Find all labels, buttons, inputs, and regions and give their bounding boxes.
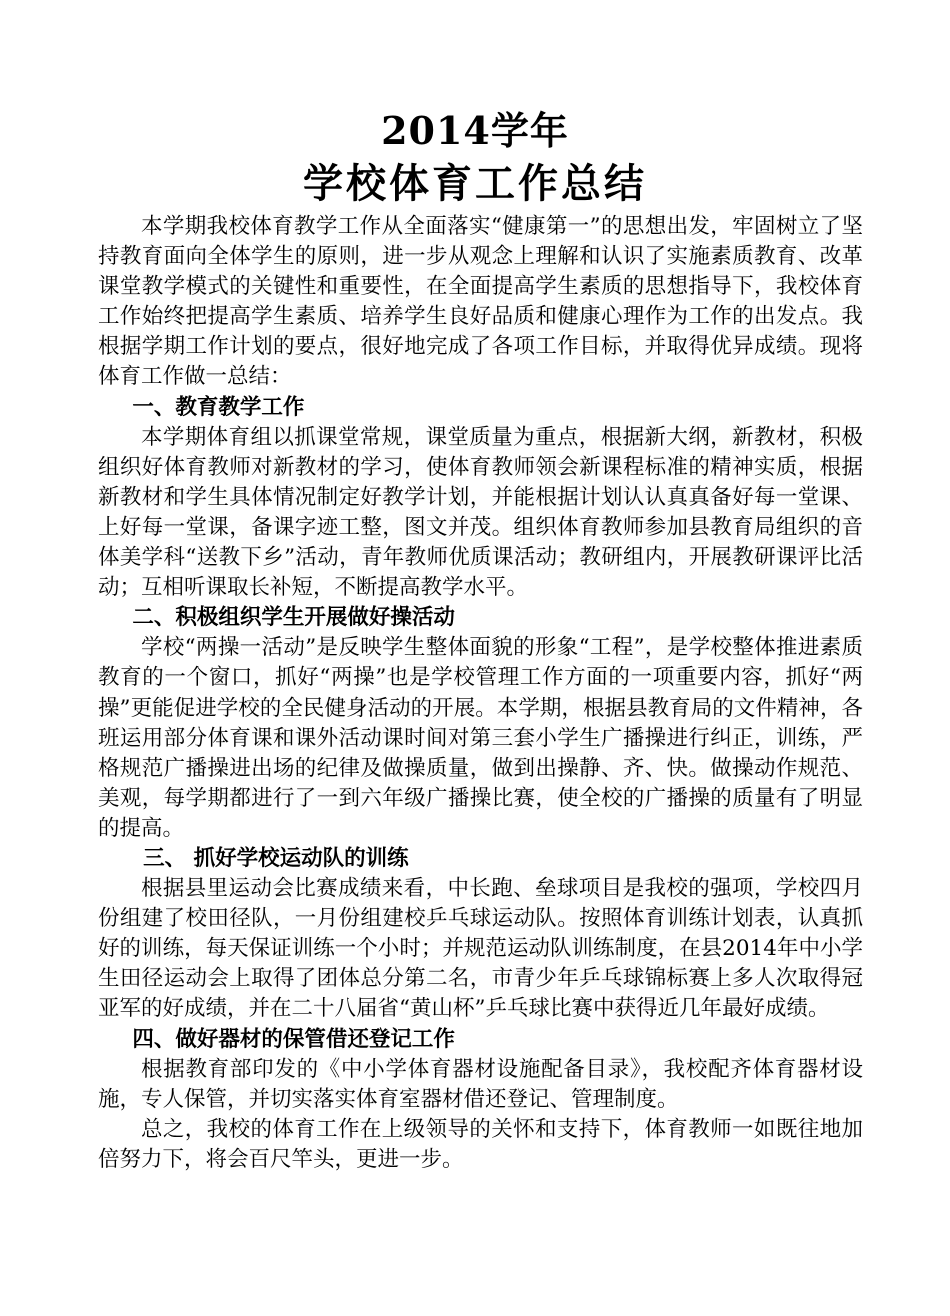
section-heading-sports-team: 三、 抓好学校运动队的训练 [143, 845, 409, 871]
document-body [98, 212, 863, 1175]
section-heading-exercises: 二、积极组织学生开展做好操活动 [132, 605, 455, 631]
document-title-year: 2014学年 [381, 108, 569, 153]
intro-paragraph: 本学期我校体育教学工作从全面落实“健康第一”的思想出发，牢固树立了坚持教育面向全体学生的原则，进一步从观念上理解和认识了实施素质教育、改革课堂教学模式的关键性和重要性，在全面提高学生素质的思想指导下，我校体育工作始终把提高学生素质、培养学生良好品质和健康心理作为工作的出发点。我根据学期工作计划的要点，很好地完成了各项工作目标，并取得优异成绩。现将体育工作做一总结： [98, 214, 863, 390]
section-text-exercises: 学校“两操一活动”是反映学生整体面貌的形象“工程”，是学校整体推进素质教育的一个窗口，抓好“两操”也是学校管理工作方面的一项重要内容，抓好“两操”更能促进学校的全民健身活动的开展。本学期，根据县教育局的文件精神，各班运用部分体育课和课外活动课时间对第三套小学生广播操进行纠正，训练，严格规范广播操进出场的纪律及做操质量，做到出操静、齐、快。做操动作规范、美观，每学期都进行了一到六年级广播操比赛，使全校的广播操的质量有了明显的提高。 [98, 635, 863, 841]
section-text-teaching: 本学期体育组以抓课堂常规，课堂质量为重点，根据新大纲，新教材，积极组织好体育教师对新教材的学习，使体育教师领会新课程标准的精神实质，根据新教材和学生具体情况制定好教学计划，并能根据计划认认真真备好每一堂课、上好每一堂课，备课字迹工整，图文并茂。组织体育教师参加县教育局组织的音体美学科“送教下乡”活动，青年教师优质课活动；教研组内，开展教研课评比活动；互相听课取长补短，不断提高教学水平。 [98, 424, 863, 601]
section-text-sports-team: 根据县里运动会比赛成绩来看，中长跑、垒球项目是我校的强项，学校四月份组建了校田径队，一月份组建校乒乓球运动队。按照体育训练计划表，认真抓好的训练，每天保证训练一个小时；并规范运动队训练制度，在县2014年中小学生田径运动会上取得了团体总分第二名，市青少年乒乓球锦标赛上多人次取得冠亚军的好成绩，并在二十八届省“黄山杯”乒乓球比赛中获得近几年最好成绩。 [98, 876, 863, 1022]
section-text-equipment: 根据教育部印发的《中小学体育器材设施配备目录》，我校配齐体育器材设施，专人保管，并切实落实体育室器材借还登记、管理制度。 [98, 1056, 863, 1112]
section-heading-equipment: 四、做好器材的保管借还登记工作 [132, 1026, 455, 1052]
conclusion-paragraph: 总之，我校的体育工作在上级领导的关怀和支持下，体育教师一如既往地加倍努力下，将会百尺竿头，更进一步。 [98, 1116, 863, 1172]
section-heading-teaching: 一、教育教学工作 [132, 394, 305, 420]
document-title: 学校体育工作总结 [303, 160, 647, 207]
